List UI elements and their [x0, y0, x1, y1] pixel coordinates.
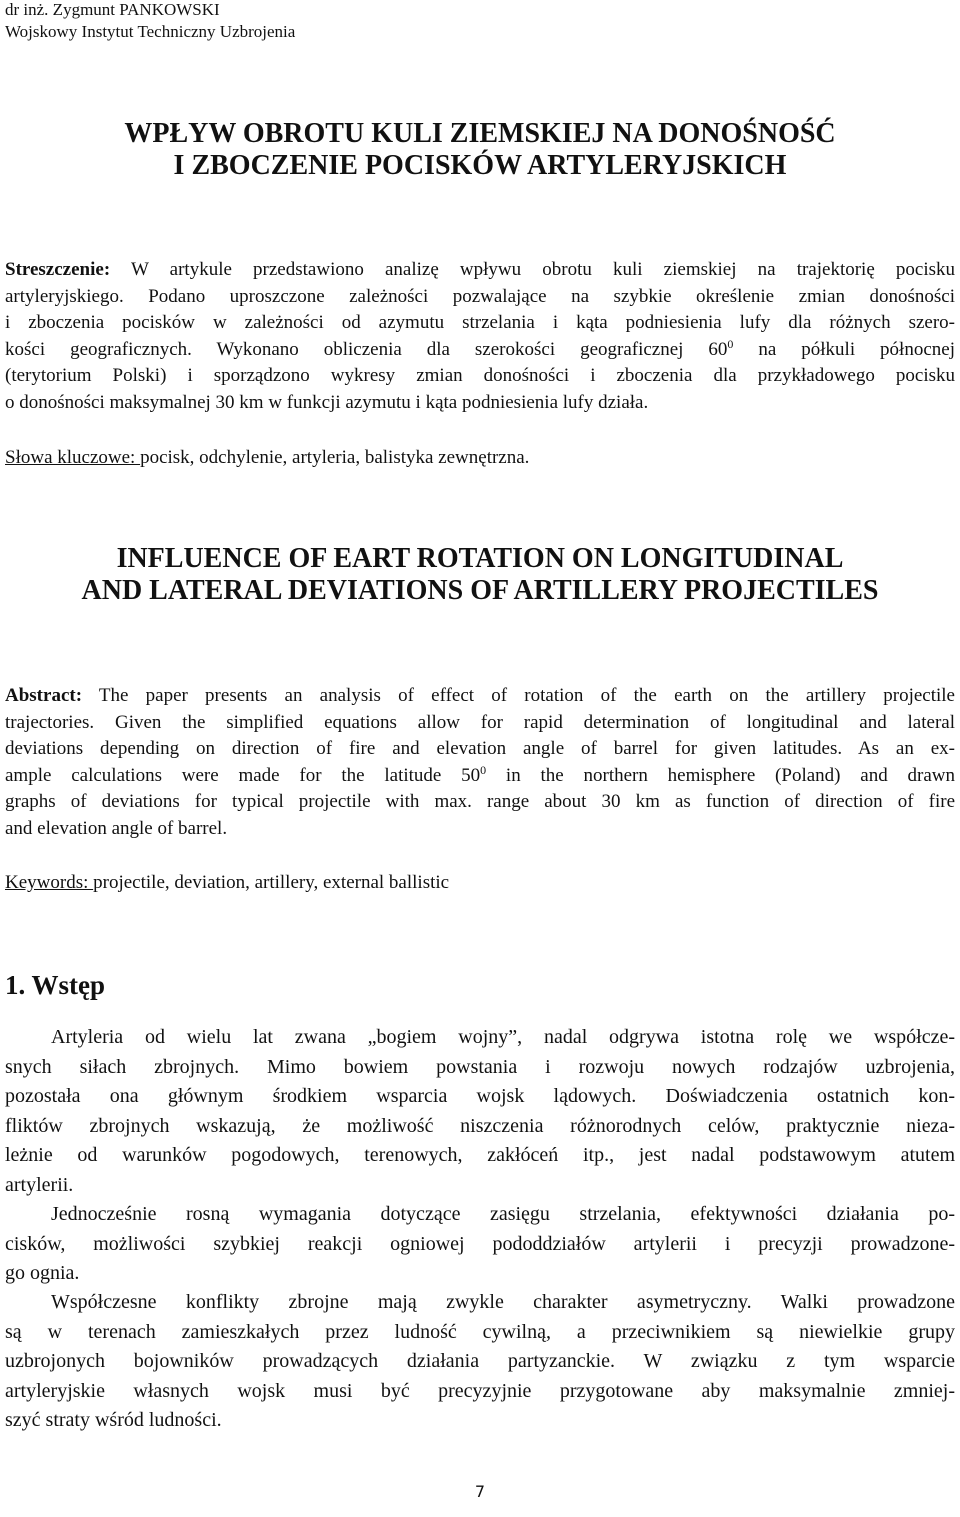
title-polish-line-2: I ZBOCZENIE POCISKÓW ARTYLERYJSKICH	[173, 150, 787, 181]
paragraph-line: go ognia.	[5, 1262, 80, 1284]
degree-superscript: 0	[727, 336, 734, 351]
paragraph-line: Artyleria od wielu lat zwana „bogiem wojny”, nadal odgrywa istotna rolę we współcze-	[51, 1026, 955, 1048]
abstract-polish-line: i zboczenia pocisków w zależności od azymutu strzelania i kąta podniesienia lufy dla różnych szero-	[5, 312, 955, 334]
intro-paragraph-2	[5, 1200, 955, 1289]
abstract-english-line: trajectories. Given the simplified equations allow for rapid determination of longitudinal and lateral	[5, 711, 955, 733]
title-english-line-2: AND LATERAL DEVIATIONS OF ARTILLERY PROJECTILES	[81, 575, 879, 606]
intro-paragraph-3	[5, 1288, 955, 1436]
section-heading: 1. Wstęp	[5, 970, 106, 1000]
abstract-english-line: Abstract: The paper presents an analysis of effect of rotation of the earth on the artillery projectile	[5, 685, 955, 706]
keywords-english-label: Keywords:	[5, 872, 94, 893]
abstract-english	[5, 683, 955, 843]
keywords-polish-text: pocisk, odchylenie, artyleria, balistyka zewnętrzna.	[140, 447, 530, 468]
abstract-polish-line: artyleryjskiego. Podano uproszczone zależności pozwalające na szybkie określenie zmian donośności	[5, 285, 955, 307]
keywords-polish	[5, 446, 529, 470]
keywords-polish-label: Słowa kluczowe:	[5, 447, 141, 468]
abstract-polish-line: (terytorium Polski) i sporządzono wykresy zmian donośności i zboczenia dla przykładowego pocisku	[5, 365, 955, 387]
title-english-line-1: INFLUENCE OF EART ROTATION ON LONGITUDINAL	[116, 543, 844, 574]
abstract-english-line: deviations depending on direction of fire and elevation angle of barrel for given latitudes. As an ex-	[5, 738, 955, 760]
abstract-english-label: Abstract:	[5, 685, 83, 706]
page-number: 7	[474, 1482, 486, 1501]
keywords-english	[5, 871, 449, 895]
paragraph-line: pozostała ona głównym środkiem wsparcia wojsk lądowych. Doświadczenia ostatnich kon-	[5, 1085, 955, 1107]
intro-paragraph-1	[5, 1023, 955, 1200]
author-institute: Wojskowy Instytut Techniczny Uzbrojenia	[5, 22, 296, 41]
title-polish	[0, 118, 960, 182]
paragraph-line: uzbrojonych bojowników prowadzących działania partyzanckie. W związku z tym wsparcie	[5, 1350, 955, 1372]
abstract-polish-line: Streszczenie: W artykule przedstawiono analizę wpływu obrotu kuli ziemskiej na trajektorię pocisku	[5, 259, 955, 280]
degree-superscript: 0	[480, 762, 487, 777]
paragraph-line: Jednocześnie rosną wymagania dotyczące zasięgu strzelania, efektywności działania po-	[51, 1203, 955, 1225]
paragraph-line: snych siłach zbrojnych. Mimo bowiem powstania i rozwoju nowych rodzajów uzbrojenia,	[5, 1055, 955, 1078]
abstract-english-line: and elevation angle of barrel.	[5, 817, 228, 839]
paragraph-line: są w terenach zamieszkałych przez ludność cywilną, a przeciwnikiem są niewielkie grupy	[5, 1320, 955, 1343]
abstract-polish	[5, 257, 955, 417]
paragraph-line: fliktów zbrojnych wskazują, że możliwość niszczenia różnorodnych celów, praktycznie nieza-	[5, 1114, 955, 1137]
paragraph-line: leżnie od warunków pogodowych, terenowych, zakłóceń itp., jest nadal podstawowym atutem	[5, 1144, 955, 1166]
author-name: dr inż. Zygmunt PANKOWSKI	[5, 0, 220, 19]
paragraph-line: szyć straty wśród ludności.	[5, 1409, 222, 1431]
title-english	[0, 543, 960, 607]
paragraph-line: cisków, możliwości szybkiej reakcji ogniowej pododdziałów artylerii i precyzji prowadzone-	[5, 1232, 955, 1255]
abstract-english-line: ample calculations were made for the latitude $50^0$ in the northern hemisphere (Poland) and drawn	[5, 762, 955, 786]
abstract-polish-line: o donośności maksymalnej 30 km w funkcji azymutu i kąta podniesienia lufy działa.	[5, 391, 649, 413]
paragraph-line: artylerii.	[5, 1173, 74, 1196]
abstract-english-line: graphs of deviations for typical projectile with max. range about 30 km as function of direction of fire	[5, 791, 955, 813]
paragraph-line: artyleryjskie własnych wojsk musi być precyzyjnie przygotowane aby maksymalnie zmniej-	[5, 1379, 955, 1402]
title-polish-line-1: WPŁYW OBROTU KULI ZIEMSKIEJ NA DONOŚNOŚĆ	[124, 118, 836, 149]
keywords-english-text: projectile, deviation, artillery, external ballistic	[93, 872, 450, 893]
paragraph-line: Współczesne konflikty zbrojne mają zwykle charakter asymetryczny. Walki prowadzone	[51, 1291, 955, 1313]
abstract-polish-label: Streszczenie:	[5, 259, 111, 280]
abstract-polish-line: kości geograficznych. Wykonano obliczenia dla szerokości geograficznej $60^0$ na półkuli północnej	[5, 336, 955, 360]
